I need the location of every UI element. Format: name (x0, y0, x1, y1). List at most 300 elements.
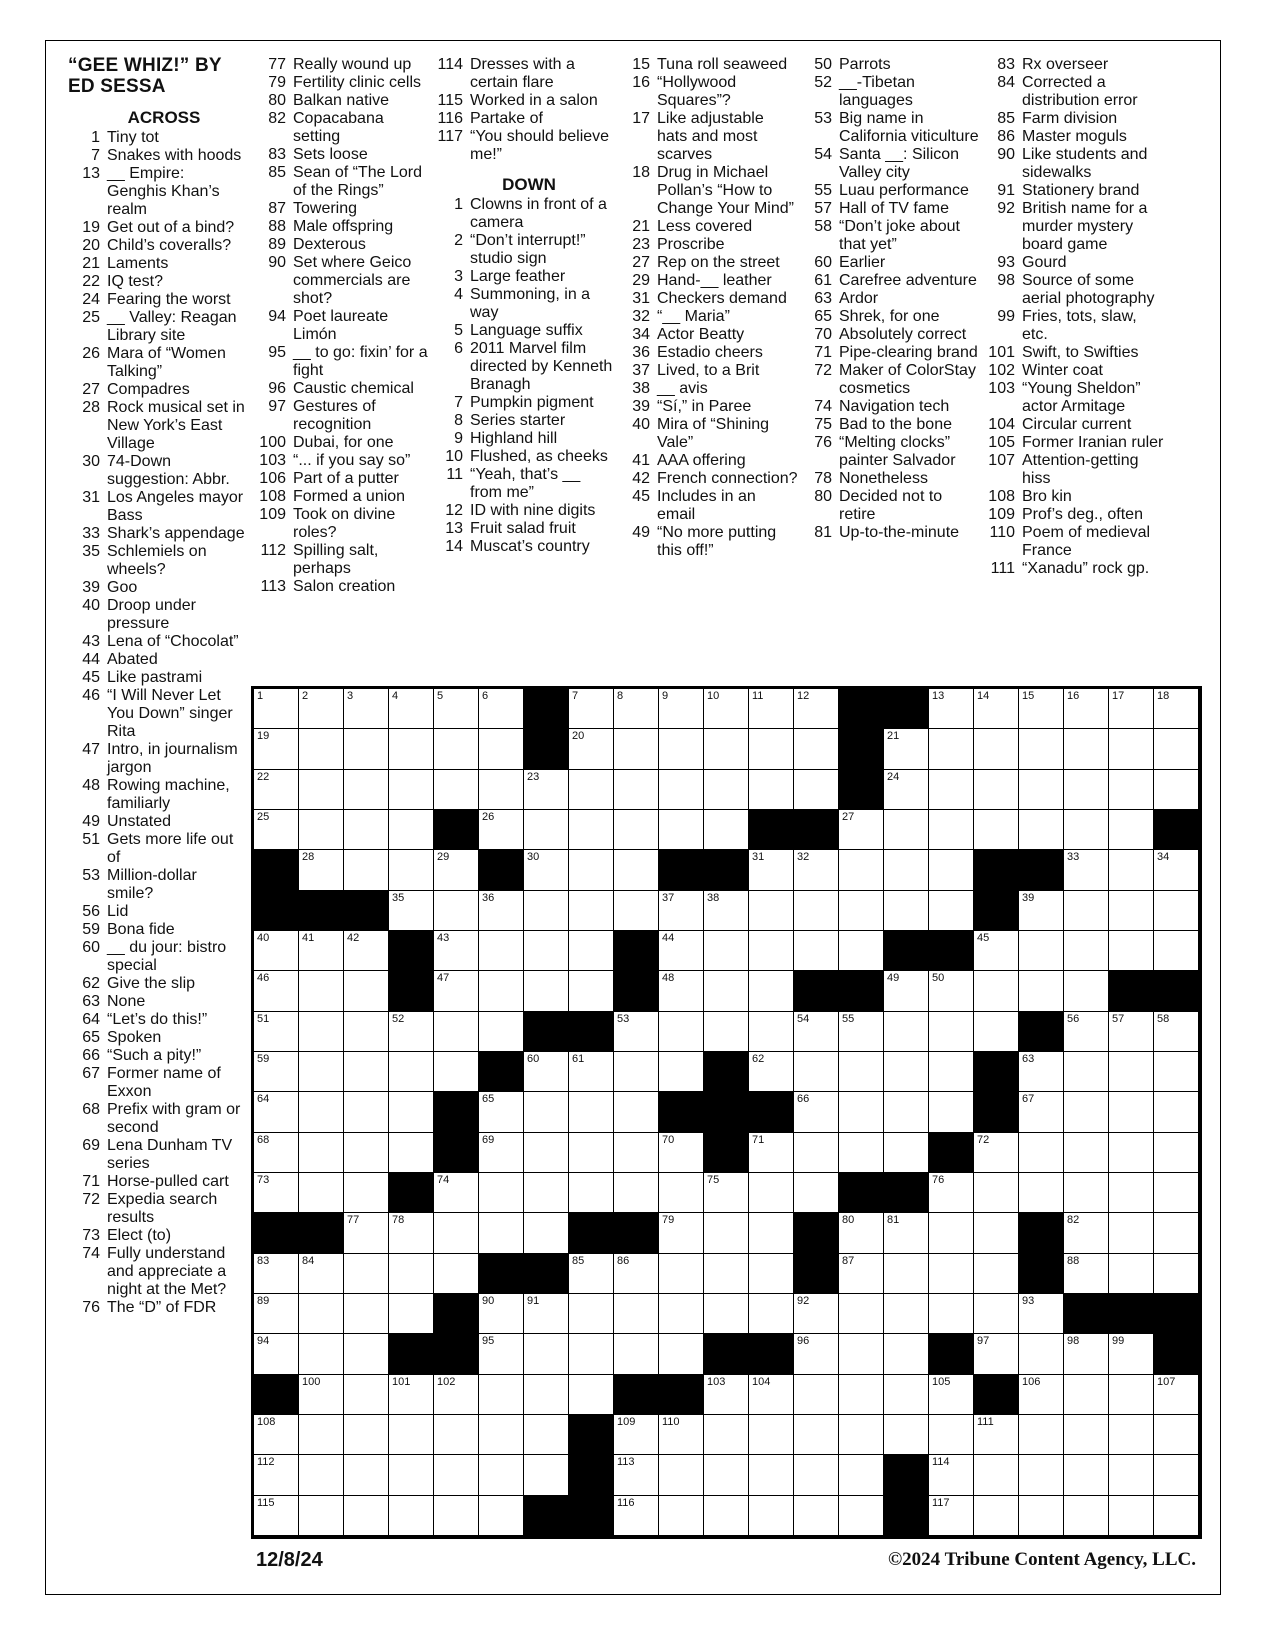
grid-cell-r4c20[interactable] (1109, 810, 1154, 850)
grid-cell-r14c4[interactable] (389, 1213, 434, 1253)
grid-cell-r10c20[interactable] (1109, 1052, 1154, 1092)
grid-cell-r4c16[interactable] (929, 810, 974, 850)
grid-cell-r13c12[interactable] (749, 1173, 794, 1213)
grid-cell-r8c18[interactable] (1019, 971, 1064, 1011)
grid-cell-r4c18[interactable] (1019, 810, 1064, 850)
grid-cell-r12c3[interactable] (344, 1133, 389, 1173)
grid-cell-r16c16[interactable] (929, 1294, 974, 1334)
grid-cell-r14c3[interactable] (344, 1213, 389, 1253)
grid-cell-r4c4[interactable] (389, 810, 434, 850)
grid-cell-r20c9[interactable] (614, 1455, 659, 1495)
grid-cell-r4c7[interactable] (524, 810, 569, 850)
grid-cell-r9c6[interactable] (479, 1012, 524, 1052)
grid-cell-r13c17[interactable] (974, 1173, 1019, 1213)
grid-cell-r21c2[interactable] (299, 1496, 344, 1536)
grid-cell-r20c12[interactable] (749, 1455, 794, 1495)
grid-cell-r14c5[interactable] (434, 1213, 479, 1253)
grid-cell-r7c14[interactable] (839, 931, 884, 971)
grid-cell-r9c5[interactable] (434, 1012, 479, 1052)
grid-cell-r3c3[interactable] (344, 770, 389, 810)
grid-cell-r8c7[interactable] (524, 971, 569, 1011)
grid-cell-r17c20[interactable] (1109, 1334, 1154, 1374)
grid-cell-r10c1[interactable] (254, 1052, 299, 1092)
grid-cell-r2c2[interactable] (299, 729, 344, 769)
grid-cell-r6c19[interactable] (1064, 891, 1109, 931)
grid-cell-r19c14[interactable] (839, 1415, 884, 1455)
grid-cell-r7c5[interactable] (434, 931, 479, 971)
grid-cell-r11c7[interactable] (524, 1092, 569, 1132)
grid-cell-r5c8[interactable] (569, 850, 614, 890)
grid-cell-r6c7[interactable] (524, 891, 569, 931)
grid-cell-r21c17[interactable] (974, 1496, 1019, 1536)
grid-cell-r2c20[interactable] (1109, 729, 1154, 769)
grid-cell-r19c11[interactable] (704, 1415, 749, 1455)
grid-cell-r8c12[interactable] (749, 971, 794, 1011)
grid-cell-r17c15[interactable] (884, 1334, 929, 1374)
grid-cell-r2c4[interactable] (389, 729, 434, 769)
grid-cell-r4c1[interactable] (254, 810, 299, 850)
grid-cell-r7c6[interactable] (479, 931, 524, 971)
grid-cell-r10c7[interactable] (524, 1052, 569, 1092)
grid-cell-r21c20[interactable] (1109, 1496, 1154, 1536)
grid-cell-r13c1[interactable] (254, 1173, 299, 1213)
grid-cell-r21c14[interactable] (839, 1496, 884, 1536)
grid-cell-r15c16[interactable] (929, 1254, 974, 1294)
grid-cell-r1c16[interactable] (929, 689, 974, 729)
grid-cell-r3c8[interactable] (569, 770, 614, 810)
grid-cell-r1c19[interactable] (1064, 689, 1109, 729)
grid-cell-r3c17[interactable] (974, 770, 1019, 810)
grid-cell-r8c10[interactable] (659, 971, 704, 1011)
grid-cell-r16c10[interactable] (659, 1294, 704, 1334)
grid-cell-r9c17[interactable] (974, 1012, 1019, 1052)
grid-cell-r3c11[interactable] (704, 770, 749, 810)
grid-cell-r16c7[interactable] (524, 1294, 569, 1334)
grid-cell-r10c15[interactable] (884, 1052, 929, 1092)
grid-cell-r12c19[interactable] (1064, 1133, 1109, 1173)
grid-cell-r9c20[interactable] (1109, 1012, 1154, 1052)
grid-cell-r5c7[interactable] (524, 850, 569, 890)
grid-cell-r7c3[interactable] (344, 931, 389, 971)
grid-cell-r21c10[interactable] (659, 1496, 704, 1536)
grid-cell-r5c21[interactable] (1154, 850, 1199, 890)
grid-cell-r6c14[interactable] (839, 891, 884, 931)
grid-cell-r5c14[interactable] (839, 850, 884, 890)
grid-cell-r9c15[interactable] (884, 1012, 929, 1052)
grid-cell-r5c5[interactable] (434, 850, 479, 890)
grid-cell-r5c2[interactable] (299, 850, 344, 890)
grid-cell-r17c13[interactable] (794, 1334, 839, 1374)
grid-cell-r7c17[interactable] (974, 931, 1019, 971)
grid-cell-r4c9[interactable] (614, 810, 659, 850)
grid-cell-r4c3[interactable] (344, 810, 389, 850)
grid-cell-r21c6[interactable] (479, 1496, 524, 1536)
grid-cell-r6c9[interactable] (614, 891, 659, 931)
grid-cell-r9c21[interactable] (1154, 1012, 1199, 1052)
grid-cell-r3c18[interactable] (1019, 770, 1064, 810)
grid-cell-r16c12[interactable] (749, 1294, 794, 1334)
grid-cell-r20c11[interactable] (704, 1455, 749, 1495)
grid-cell-r20c1[interactable] (254, 1455, 299, 1495)
grid-cell-r10c8[interactable] (569, 1052, 614, 1092)
grid-cell-r15c11[interactable] (704, 1254, 749, 1294)
grid-cell-r2c16[interactable] (929, 729, 974, 769)
grid-cell-r20c21[interactable] (1154, 1455, 1199, 1495)
grid-cell-r12c2[interactable] (299, 1133, 344, 1173)
grid-cell-r17c3[interactable] (344, 1334, 389, 1374)
grid-cell-r2c3[interactable] (344, 729, 389, 769)
grid-cell-r11c4[interactable] (389, 1092, 434, 1132)
grid-cell-r19c20[interactable] (1109, 1415, 1154, 1455)
grid-cell-r2c12[interactable] (749, 729, 794, 769)
grid-cell-r17c14[interactable] (839, 1334, 884, 1374)
grid-cell-r17c10[interactable] (659, 1334, 704, 1374)
grid-cell-r14c14[interactable] (839, 1213, 884, 1253)
grid-cell-r1c12[interactable] (749, 689, 794, 729)
grid-cell-r19c19[interactable] (1064, 1415, 1109, 1455)
grid-cell-r20c3[interactable] (344, 1455, 389, 1495)
grid-cell-r12c17[interactable] (974, 1133, 1019, 1173)
grid-cell-r10c12[interactable] (749, 1052, 794, 1092)
grid-cell-r5c12[interactable] (749, 850, 794, 890)
grid-cell-r6c16[interactable] (929, 891, 974, 931)
grid-cell-r20c14[interactable] (839, 1455, 884, 1495)
grid-cell-r19c7[interactable] (524, 1415, 569, 1455)
grid-cell-r16c13[interactable] (794, 1294, 839, 1334)
grid-cell-r7c18[interactable] (1019, 931, 1064, 971)
grid-cell-r11c8[interactable] (569, 1092, 614, 1132)
grid-cell-r21c3[interactable] (344, 1496, 389, 1536)
grid-cell-r10c13[interactable] (794, 1052, 839, 1092)
grid-cell-r3c7[interactable] (524, 770, 569, 810)
grid-cell-r13c11[interactable] (704, 1173, 749, 1213)
grid-cell-r4c14[interactable] (839, 810, 884, 850)
grid-cell-r8c17[interactable] (974, 971, 1019, 1011)
grid-cell-r5c13[interactable] (794, 850, 839, 890)
grid-cell-r21c11[interactable] (704, 1496, 749, 1536)
grid-cell-r12c13[interactable] (794, 1133, 839, 1173)
grid-cell-r17c18[interactable] (1019, 1334, 1064, 1374)
grid-cell-r13c16[interactable] (929, 1173, 974, 1213)
grid-cell-r20c2[interactable] (299, 1455, 344, 1495)
grid-cell-r16c18[interactable] (1019, 1294, 1064, 1334)
grid-cell-r11c15[interactable] (884, 1092, 929, 1132)
grid-cell-r1c3[interactable] (344, 689, 389, 729)
grid-cell-r3c16[interactable] (929, 770, 974, 810)
grid-cell-r18c7[interactable] (524, 1375, 569, 1415)
grid-cell-r6c20[interactable] (1109, 891, 1154, 931)
grid-cell-r2c13[interactable] (794, 729, 839, 769)
grid-cell-r19c5[interactable] (434, 1415, 479, 1455)
grid-cell-r15c17[interactable] (974, 1254, 1019, 1294)
grid-cell-r6c6[interactable] (479, 891, 524, 931)
grid-cell-r11c1[interactable] (254, 1092, 299, 1132)
grid-cell-r9c11[interactable] (704, 1012, 749, 1052)
grid-cell-r21c21[interactable] (1154, 1496, 1199, 1536)
grid-cell-r3c2[interactable] (299, 770, 344, 810)
grid-cell-r7c8[interactable] (569, 931, 614, 971)
grid-cell-r5c19[interactable] (1064, 850, 1109, 890)
grid-cell-r19c17[interactable] (974, 1415, 1019, 1455)
grid-cell-r15c12[interactable] (749, 1254, 794, 1294)
grid-cell-r9c14[interactable] (839, 1012, 884, 1052)
grid-cell-r15c3[interactable] (344, 1254, 389, 1294)
grid-cell-r18c8[interactable] (569, 1375, 614, 1415)
grid-cell-r12c6[interactable] (479, 1133, 524, 1173)
grid-cell-r11c9[interactable] (614, 1092, 659, 1132)
grid-cell-r6c4[interactable] (389, 891, 434, 931)
grid-cell-r16c17[interactable] (974, 1294, 1019, 1334)
grid-cell-r9c13[interactable] (794, 1012, 839, 1052)
grid-cell-r21c9[interactable] (614, 1496, 659, 1536)
grid-cell-r5c20[interactable] (1109, 850, 1154, 890)
grid-cell-r19c9[interactable] (614, 1415, 659, 1455)
grid-cell-r1c13[interactable] (794, 689, 839, 729)
grid-cell-r2c1[interactable] (254, 729, 299, 769)
grid-cell-r18c21[interactable] (1154, 1375, 1199, 1415)
grid-cell-r15c4[interactable] (389, 1254, 434, 1294)
grid-cell-r12c10[interactable] (659, 1133, 704, 1173)
grid-cell-r7c1[interactable] (254, 931, 299, 971)
grid-cell-r8c1[interactable] (254, 971, 299, 1011)
grid-cell-r20c5[interactable] (434, 1455, 479, 1495)
grid-cell-r18c15[interactable] (884, 1375, 929, 1415)
grid-cell-r2c8[interactable] (569, 729, 614, 769)
grid-cell-r12c20[interactable] (1109, 1133, 1154, 1173)
grid-cell-r6c8[interactable] (569, 891, 614, 931)
grid-cell-r20c6[interactable] (479, 1455, 524, 1495)
grid-cell-r1c17[interactable] (974, 689, 1019, 729)
grid-cell-r7c7[interactable] (524, 931, 569, 971)
grid-cell-r8c19[interactable] (1064, 971, 1109, 1011)
grid-cell-r21c13[interactable] (794, 1496, 839, 1536)
grid-cell-r3c9[interactable] (614, 770, 659, 810)
grid-cell-r21c12[interactable] (749, 1496, 794, 1536)
grid-cell-r15c20[interactable] (1109, 1254, 1154, 1294)
grid-cell-r19c3[interactable] (344, 1415, 389, 1455)
grid-cell-r10c2[interactable] (299, 1052, 344, 1092)
grid-cell-r19c1[interactable] (254, 1415, 299, 1455)
grid-cell-r8c6[interactable] (479, 971, 524, 1011)
grid-cell-r18c20[interactable] (1109, 1375, 1154, 1415)
grid-cell-r11c13[interactable] (794, 1092, 839, 1132)
grid-cell-r10c10[interactable] (659, 1052, 704, 1092)
grid-cell-r18c6[interactable] (479, 1375, 524, 1415)
grid-cell-r1c11[interactable] (704, 689, 749, 729)
grid-cell-r7c10[interactable] (659, 931, 704, 971)
grid-cell-r13c10[interactable] (659, 1173, 704, 1213)
grid-cell-r7c21[interactable] (1154, 931, 1199, 971)
grid-cell-r9c4[interactable] (389, 1012, 434, 1052)
grid-cell-r9c1[interactable] (254, 1012, 299, 1052)
grid-cell-r4c11[interactable] (704, 810, 749, 850)
grid-cell-r13c8[interactable] (569, 1173, 614, 1213)
grid-cell-r14c21[interactable] (1154, 1213, 1199, 1253)
grid-cell-r11c3[interactable] (344, 1092, 389, 1132)
grid-cell-r3c21[interactable] (1154, 770, 1199, 810)
grid-cell-r14c16[interactable] (929, 1213, 974, 1253)
grid-cell-r3c20[interactable] (1109, 770, 1154, 810)
grid-cell-r12c14[interactable] (839, 1133, 884, 1173)
grid-cell-r15c9[interactable] (614, 1254, 659, 1294)
grid-cell-r2c11[interactable] (704, 729, 749, 769)
grid-cell-r1c1[interactable] (254, 689, 299, 729)
grid-cell-r21c19[interactable] (1064, 1496, 1109, 1536)
grid-cell-r13c20[interactable] (1109, 1173, 1154, 1213)
grid-cell-r13c3[interactable] (344, 1173, 389, 1213)
grid-cell-r5c3[interactable] (344, 850, 389, 890)
grid-cell-r10c3[interactable] (344, 1052, 389, 1092)
grid-cell-r14c19[interactable] (1064, 1213, 1109, 1253)
grid-cell-r2c9[interactable] (614, 729, 659, 769)
grid-cell-r15c2[interactable] (299, 1254, 344, 1294)
grid-cell-r18c5[interactable] (434, 1375, 479, 1415)
grid-cell-r18c19[interactable] (1064, 1375, 1109, 1415)
grid-cell-r13c9[interactable] (614, 1173, 659, 1213)
grid-cell-r9c3[interactable] (344, 1012, 389, 1052)
grid-cell-r2c17[interactable] (974, 729, 1019, 769)
grid-cell-r3c10[interactable] (659, 770, 704, 810)
grid-cell-r6c13[interactable] (794, 891, 839, 931)
grid-cell-r10c18[interactable] (1019, 1052, 1064, 1092)
grid-cell-r17c8[interactable] (569, 1334, 614, 1374)
grid-cell-r12c18[interactable] (1019, 1133, 1064, 1173)
grid-cell-r7c20[interactable] (1109, 931, 1154, 971)
grid-cell-r7c19[interactable] (1064, 931, 1109, 971)
grid-cell-r11c21[interactable] (1154, 1092, 1199, 1132)
grid-cell-r20c17[interactable] (974, 1455, 1019, 1495)
grid-cell-r1c5[interactable] (434, 689, 479, 729)
grid-cell-r14c11[interactable] (704, 1213, 749, 1253)
grid-cell-r19c13[interactable] (794, 1415, 839, 1455)
grid-cell-r9c12[interactable] (749, 1012, 794, 1052)
grid-cell-r13c21[interactable] (1154, 1173, 1199, 1213)
grid-cell-r7c12[interactable] (749, 931, 794, 971)
grid-cell-r1c9[interactable] (614, 689, 659, 729)
grid-cell-r9c16[interactable] (929, 1012, 974, 1052)
grid-cell-r14c7[interactable] (524, 1213, 569, 1253)
grid-cell-r8c5[interactable] (434, 971, 479, 1011)
grid-cell-r19c18[interactable] (1019, 1415, 1064, 1455)
grid-cell-r18c14[interactable] (839, 1375, 884, 1415)
grid-cell-r13c13[interactable] (794, 1173, 839, 1213)
grid-cell-r16c1[interactable] (254, 1294, 299, 1334)
grid-cell-r19c15[interactable] (884, 1415, 929, 1455)
grid-cell-r3c4[interactable] (389, 770, 434, 810)
grid-cell-r18c18[interactable] (1019, 1375, 1064, 1415)
grid-cell-r13c18[interactable] (1019, 1173, 1064, 1213)
grid-cell-r21c18[interactable] (1019, 1496, 1064, 1536)
grid-cell-r18c16[interactable] (929, 1375, 974, 1415)
grid-cell-r1c2[interactable] (299, 689, 344, 729)
grid-cell-r5c9[interactable] (614, 850, 659, 890)
grid-cell-r2c21[interactable] (1154, 729, 1199, 769)
grid-cell-r20c20[interactable] (1109, 1455, 1154, 1495)
grid-cell-r16c11[interactable] (704, 1294, 749, 1334)
grid-cell-r18c4[interactable] (389, 1375, 434, 1415)
grid-cell-r9c10[interactable] (659, 1012, 704, 1052)
grid-cell-r8c11[interactable] (704, 971, 749, 1011)
grid-cell-r16c6[interactable] (479, 1294, 524, 1334)
grid-cell-r20c19[interactable] (1064, 1455, 1109, 1495)
grid-cell-r10c14[interactable] (839, 1052, 884, 1092)
grid-cell-r4c2[interactable] (299, 810, 344, 850)
grid-cell-r13c19[interactable] (1064, 1173, 1109, 1213)
grid-cell-r11c20[interactable] (1109, 1092, 1154, 1132)
grid-cell-r11c19[interactable] (1064, 1092, 1109, 1132)
grid-cell-r7c11[interactable] (704, 931, 749, 971)
grid-cell-r5c16[interactable] (929, 850, 974, 890)
grid-cell-r20c4[interactable] (389, 1455, 434, 1495)
grid-cell-r15c21[interactable] (1154, 1254, 1199, 1294)
grid-cell-r20c7[interactable] (524, 1455, 569, 1495)
grid-cell-r7c2[interactable] (299, 931, 344, 971)
grid-cell-r14c6[interactable] (479, 1213, 524, 1253)
grid-cell-r21c16[interactable] (929, 1496, 974, 1536)
grid-cell-r14c12[interactable] (749, 1213, 794, 1253)
grid-cell-r3c13[interactable] (794, 770, 839, 810)
grid-cell-r16c9[interactable] (614, 1294, 659, 1334)
grid-cell-r15c15[interactable] (884, 1254, 929, 1294)
grid-cell-r17c1[interactable] (254, 1334, 299, 1374)
grid-cell-r11c6[interactable] (479, 1092, 524, 1132)
grid-cell-r17c6[interactable] (479, 1334, 524, 1374)
grid-cell-r2c6[interactable] (479, 729, 524, 769)
grid-cell-r19c4[interactable] (389, 1415, 434, 1455)
grid-cell-r10c21[interactable] (1154, 1052, 1199, 1092)
grid-cell-r18c2[interactable] (299, 1375, 344, 1415)
grid-cell-r1c20[interactable] (1109, 689, 1154, 729)
grid-cell-r12c12[interactable] (749, 1133, 794, 1173)
grid-cell-r2c10[interactable] (659, 729, 704, 769)
grid-cell-r14c10[interactable] (659, 1213, 704, 1253)
grid-cell-r3c1[interactable] (254, 770, 299, 810)
grid-cell-r16c3[interactable] (344, 1294, 389, 1334)
grid-cell-r13c2[interactable] (299, 1173, 344, 1213)
grid-cell-r11c18[interactable] (1019, 1092, 1064, 1132)
grid-cell-r4c17[interactable] (974, 810, 1019, 850)
grid-cell-r9c2[interactable] (299, 1012, 344, 1052)
grid-cell-r15c14[interactable] (839, 1254, 884, 1294)
grid-cell-r11c16[interactable] (929, 1092, 974, 1132)
grid-cell-r2c5[interactable] (434, 729, 479, 769)
grid-cell-r13c7[interactable] (524, 1173, 569, 1213)
grid-cell-r6c10[interactable] (659, 891, 704, 931)
grid-cell-r15c19[interactable] (1064, 1254, 1109, 1294)
grid-cell-r1c10[interactable] (659, 689, 704, 729)
grid-cell-r9c9[interactable] (614, 1012, 659, 1052)
grid-cell-r14c17[interactable] (974, 1213, 1019, 1253)
grid-cell-r12c15[interactable] (884, 1133, 929, 1173)
grid-cell-r1c8[interactable] (569, 689, 614, 729)
grid-cell-r10c19[interactable] (1064, 1052, 1109, 1092)
grid-cell-r1c4[interactable] (389, 689, 434, 729)
grid-cell-r20c10[interactable] (659, 1455, 704, 1495)
grid-cell-r11c14[interactable] (839, 1092, 884, 1132)
grid-cell-r12c9[interactable] (614, 1133, 659, 1173)
grid-cell-r17c17[interactable] (974, 1334, 1019, 1374)
grid-cell-r19c21[interactable] (1154, 1415, 1199, 1455)
grid-cell-r6c12[interactable] (749, 891, 794, 931)
grid-cell-r5c15[interactable] (884, 850, 929, 890)
grid-cell-r15c8[interactable] (569, 1254, 614, 1294)
grid-cell-r13c5[interactable] (434, 1173, 479, 1213)
grid-cell-r20c18[interactable] (1019, 1455, 1064, 1495)
grid-cell-r1c21[interactable] (1154, 689, 1199, 729)
grid-cell-r18c11[interactable] (704, 1375, 749, 1415)
grid-cell-r1c18[interactable] (1019, 689, 1064, 729)
grid-cell-r7c13[interactable] (794, 931, 839, 971)
